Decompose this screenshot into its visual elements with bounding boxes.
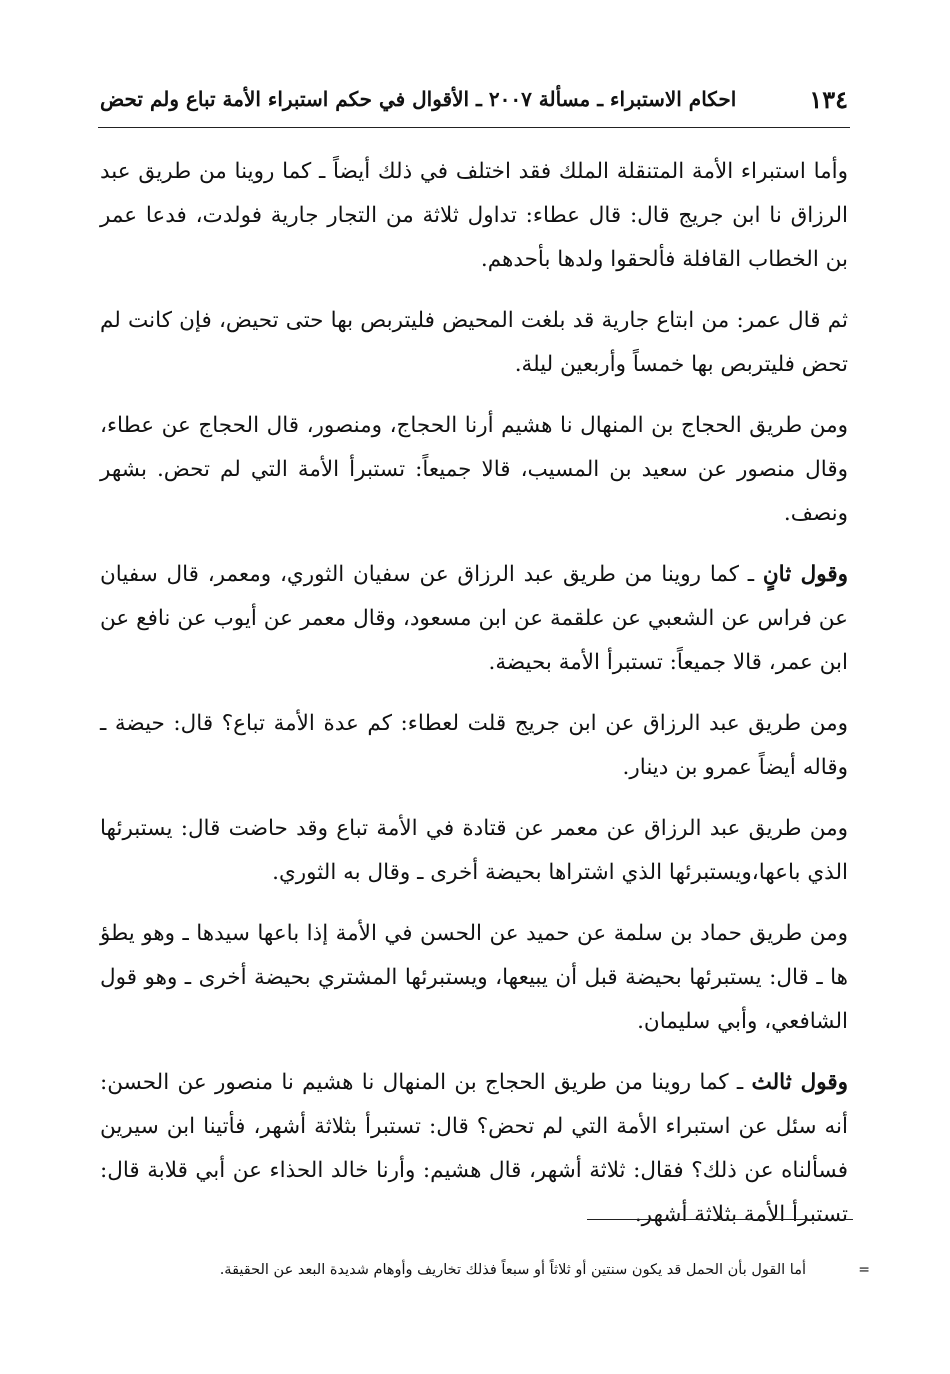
footnote-divider	[587, 1219, 853, 1220]
paragraph-text: ـ كما روينا من طريق عبد الرزاق عن سفيان الثوري، ومعمر، قال سفيان عن فراس عن الشعبي عن علقمة عن ابن مسعود، وقال معمر عن أيوب عن نافع عن ابن عمر، قالا جميعاً: تستبرأ الأمة بحيضة.	[100, 562, 848, 675]
paragraph-text: ثم قال عمر: من ابتاع جارية قد بلغت المحيض فليتربص بها حتى تحيض، فإن كانت لم تحض فليتربص بها خمساً وأربعين ليلة.	[100, 308, 848, 377]
paragraph-text: ومن طريق الحجاج بن المنهال نا هشيم أرنا الحجاج، ومنصور، قال الحجاج عن عطاء، وقال منصور عن سعيد بن المسيب، قالا جميعاً: تستبرأ الأمة التي لم تحض. بشهر ونصف.	[100, 413, 848, 526]
paragraph	[100, 404, 848, 536]
footnote-continuation-mark: =	[858, 1262, 870, 1278]
footnote-text: أما القول بأن الحمل قد يكون سنتين أو ثلاثاً أو سبعاً فذلك تخاريف وأوهام شديدة البعد عن الحقيقة.	[219, 1262, 806, 1278]
page-number: ١٣٤	[809, 84, 848, 114]
paragraph	[100, 299, 848, 387]
paragraph	[100, 807, 848, 895]
paragraph-lead: وقول ثانٍ	[762, 562, 848, 587]
running-header	[100, 74, 848, 124]
body-text	[100, 150, 848, 1254]
paragraph-text: ومن طريق حماد بن سلمة عن حميد عن الحسن في الأمة إذا باعها سيدها ـ وهو يطؤ ها ـ قال: يستبرئها بحيضة قبل أن يبيعها، ويستبرئها المشتري بحيضة أخرى ـ وهو قول الشافعي، وأبي سليمان.	[100, 921, 848, 1034]
paragraph	[100, 912, 848, 1044]
paragraph	[100, 150, 848, 282]
paragraph-text: ومن طريق عبد الرزاق عن ابن جريج قلت لعطاء: كم عدة الأمة تباع؟ قال: حيضة ـ وقاله أيضاً عمرو بن دينار.	[100, 711, 848, 780]
paragraph-text: ومن طريق عبد الرزاق عن معمر عن قتادة في الأمة تباع وقد حاضت قال: يستبرئها الذي باعها،ويستبرئها الذي اشتراها بحيضة أخرى ـ وقال به الثوري.	[100, 816, 848, 885]
paragraph-lead: وقول ثالث	[751, 1070, 848, 1095]
paragraph	[100, 1061, 848, 1237]
paragraph	[100, 553, 848, 685]
header-title: احكام الاستبراء ـ مسألة ٢٠٠٧ ـ الأقوال في حكم استبراء الأمة تباع ولم تحض	[100, 87, 737, 111]
header-divider	[98, 127, 850, 128]
paragraph-text: ـ كما روينا من طريق الحجاج بن المنهال نا هشيم نا منصور عن الحسن: أنه سئل عن استبراء الأمة التي لم تحض؟ قال: تستبرأ بثلاثة أشهر، فأتينا ابن سيرين فسألناه عن ذلك؟ فقال: ثلاثة أشهر، قال هشيم: وأرنا خالد الحذاء عن أبي قلابة قال: تستبرأ الأمة بثلاثة أشهر.	[100, 1070, 848, 1227]
paragraph	[100, 702, 848, 790]
paragraph-text: وأما استبراء الأمة المتنقلة الملك فقد اختلف في ذلك أيضاً ـ كما روينا من طريق عبد الرزاق نا ابن جريج قال: قال عطاء: تداول ثلاثة من التجار جارية فولدت، فدعا عمر بن الخطاب القافلة فألحقوا ولدها بأحدهم.	[100, 159, 848, 272]
